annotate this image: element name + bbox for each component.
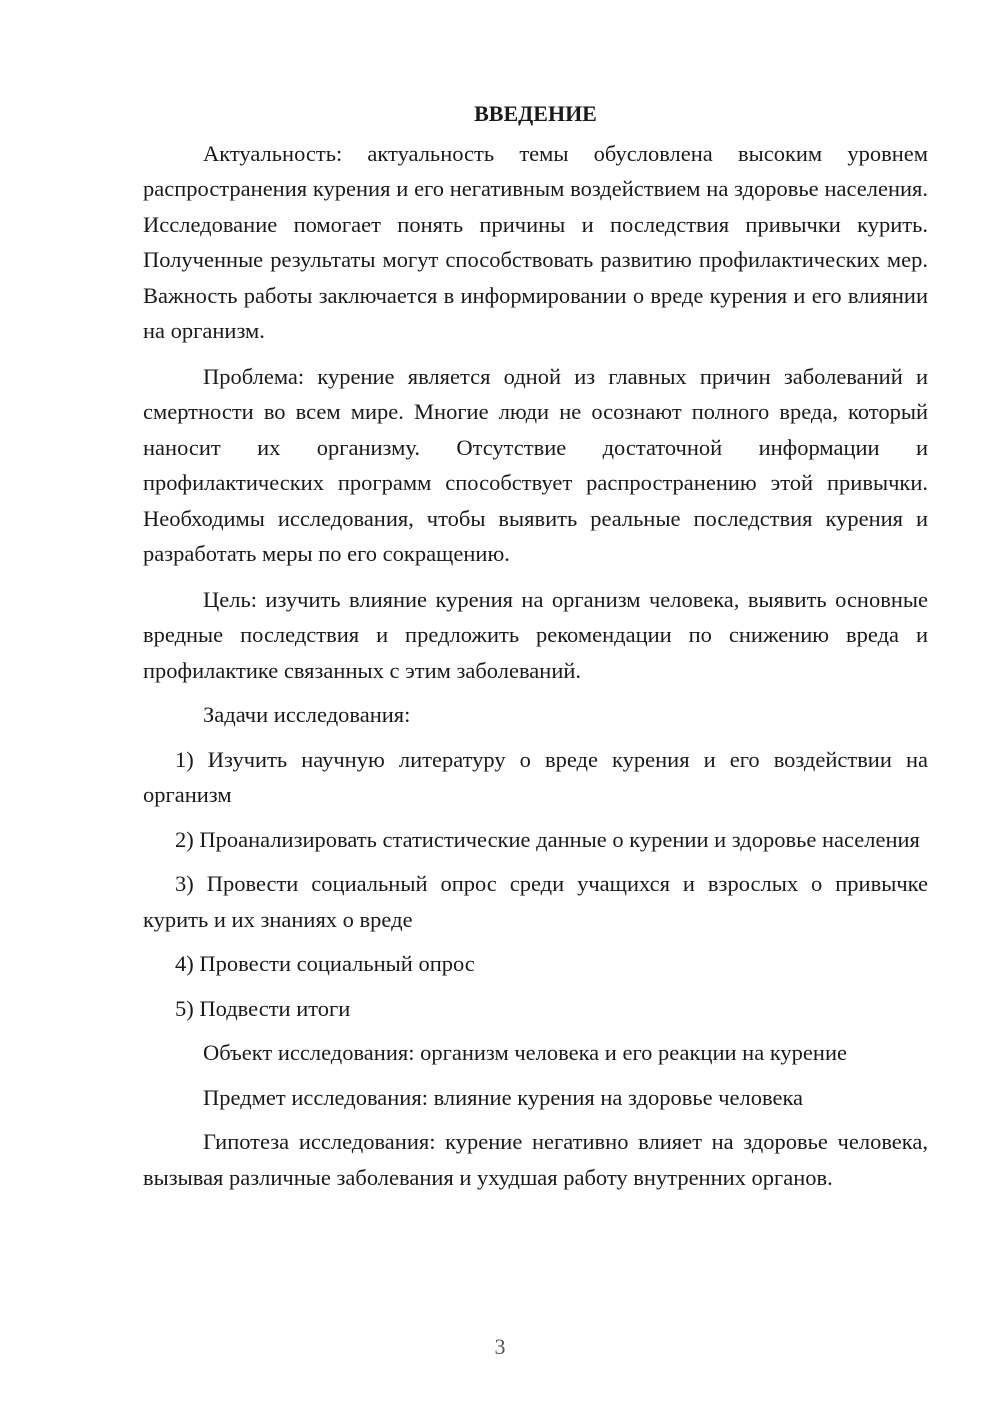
page-number: 3 — [494, 1334, 506, 1359]
paragraph-relevance: Актуальность: актуальность темы обусловлена высоким уровнем распространения курения и его негативным воздействием на здоровье населения. Исследование помогает понять причины и последствия привычки курить. Полученные результаты могут способствовать развитию профилактических мер. Важность работы заключается в информировании о вреде курения и его влиянии на организм. — [143, 140, 928, 343]
paragraph-hypothesis: Гипотеза исследования: курение негативно влияет на здоровье человека, вызывая различные заболевания и ухудшая работу внутренних органов. — [143, 1129, 928, 1190]
task-item-1: 1) Изучить научную литературу о вреде курения и его воздействии на организм — [143, 746, 928, 807]
task-item-5: 5) Подвести итоги — [175, 995, 351, 1021]
paragraph-object: Объект исследования: организм человека и его реакции на курение — [203, 1040, 847, 1065]
section-title: ВВЕДЕНИЕ — [474, 101, 597, 126]
paragraph-tasks-heading: Задачи исследования: — [203, 702, 411, 727]
paragraph-goal: Цель: изучить влияние курения на организм человека, выявить основные вредные последствия и предложить рекомендации по снижению вреда и профилактике связанных с этим заболеваний. — [143, 586, 928, 683]
task-item-2: 2) Проанализировать статистические данные о курении и здоровье населения — [175, 826, 920, 852]
task-item-4: 4) Провести социальный опрос — [175, 951, 475, 976]
document-page — [143, 96, 928, 1195]
task-item-3: 3) Провести социальный опрос среди учащихся и взрослых о привычке курить и их знаниях о вреде — [143, 871, 928, 932]
paragraph-problem: Проблема: курение является одной из главных причин заболеваний и смертности во всем мире. Многие люди не осознают полного вреда, который наносит их организму. Отсутствие достаточной информации и профилактических программ способствует распространению этой привычки. Необходимы исследования, чтобы выявить реальные последствия курения и разработать меры по его сокращению. — [143, 363, 928, 566]
paragraph-subject: Предмет исследования: влияние курения на здоровье человека — [203, 1084, 804, 1110]
